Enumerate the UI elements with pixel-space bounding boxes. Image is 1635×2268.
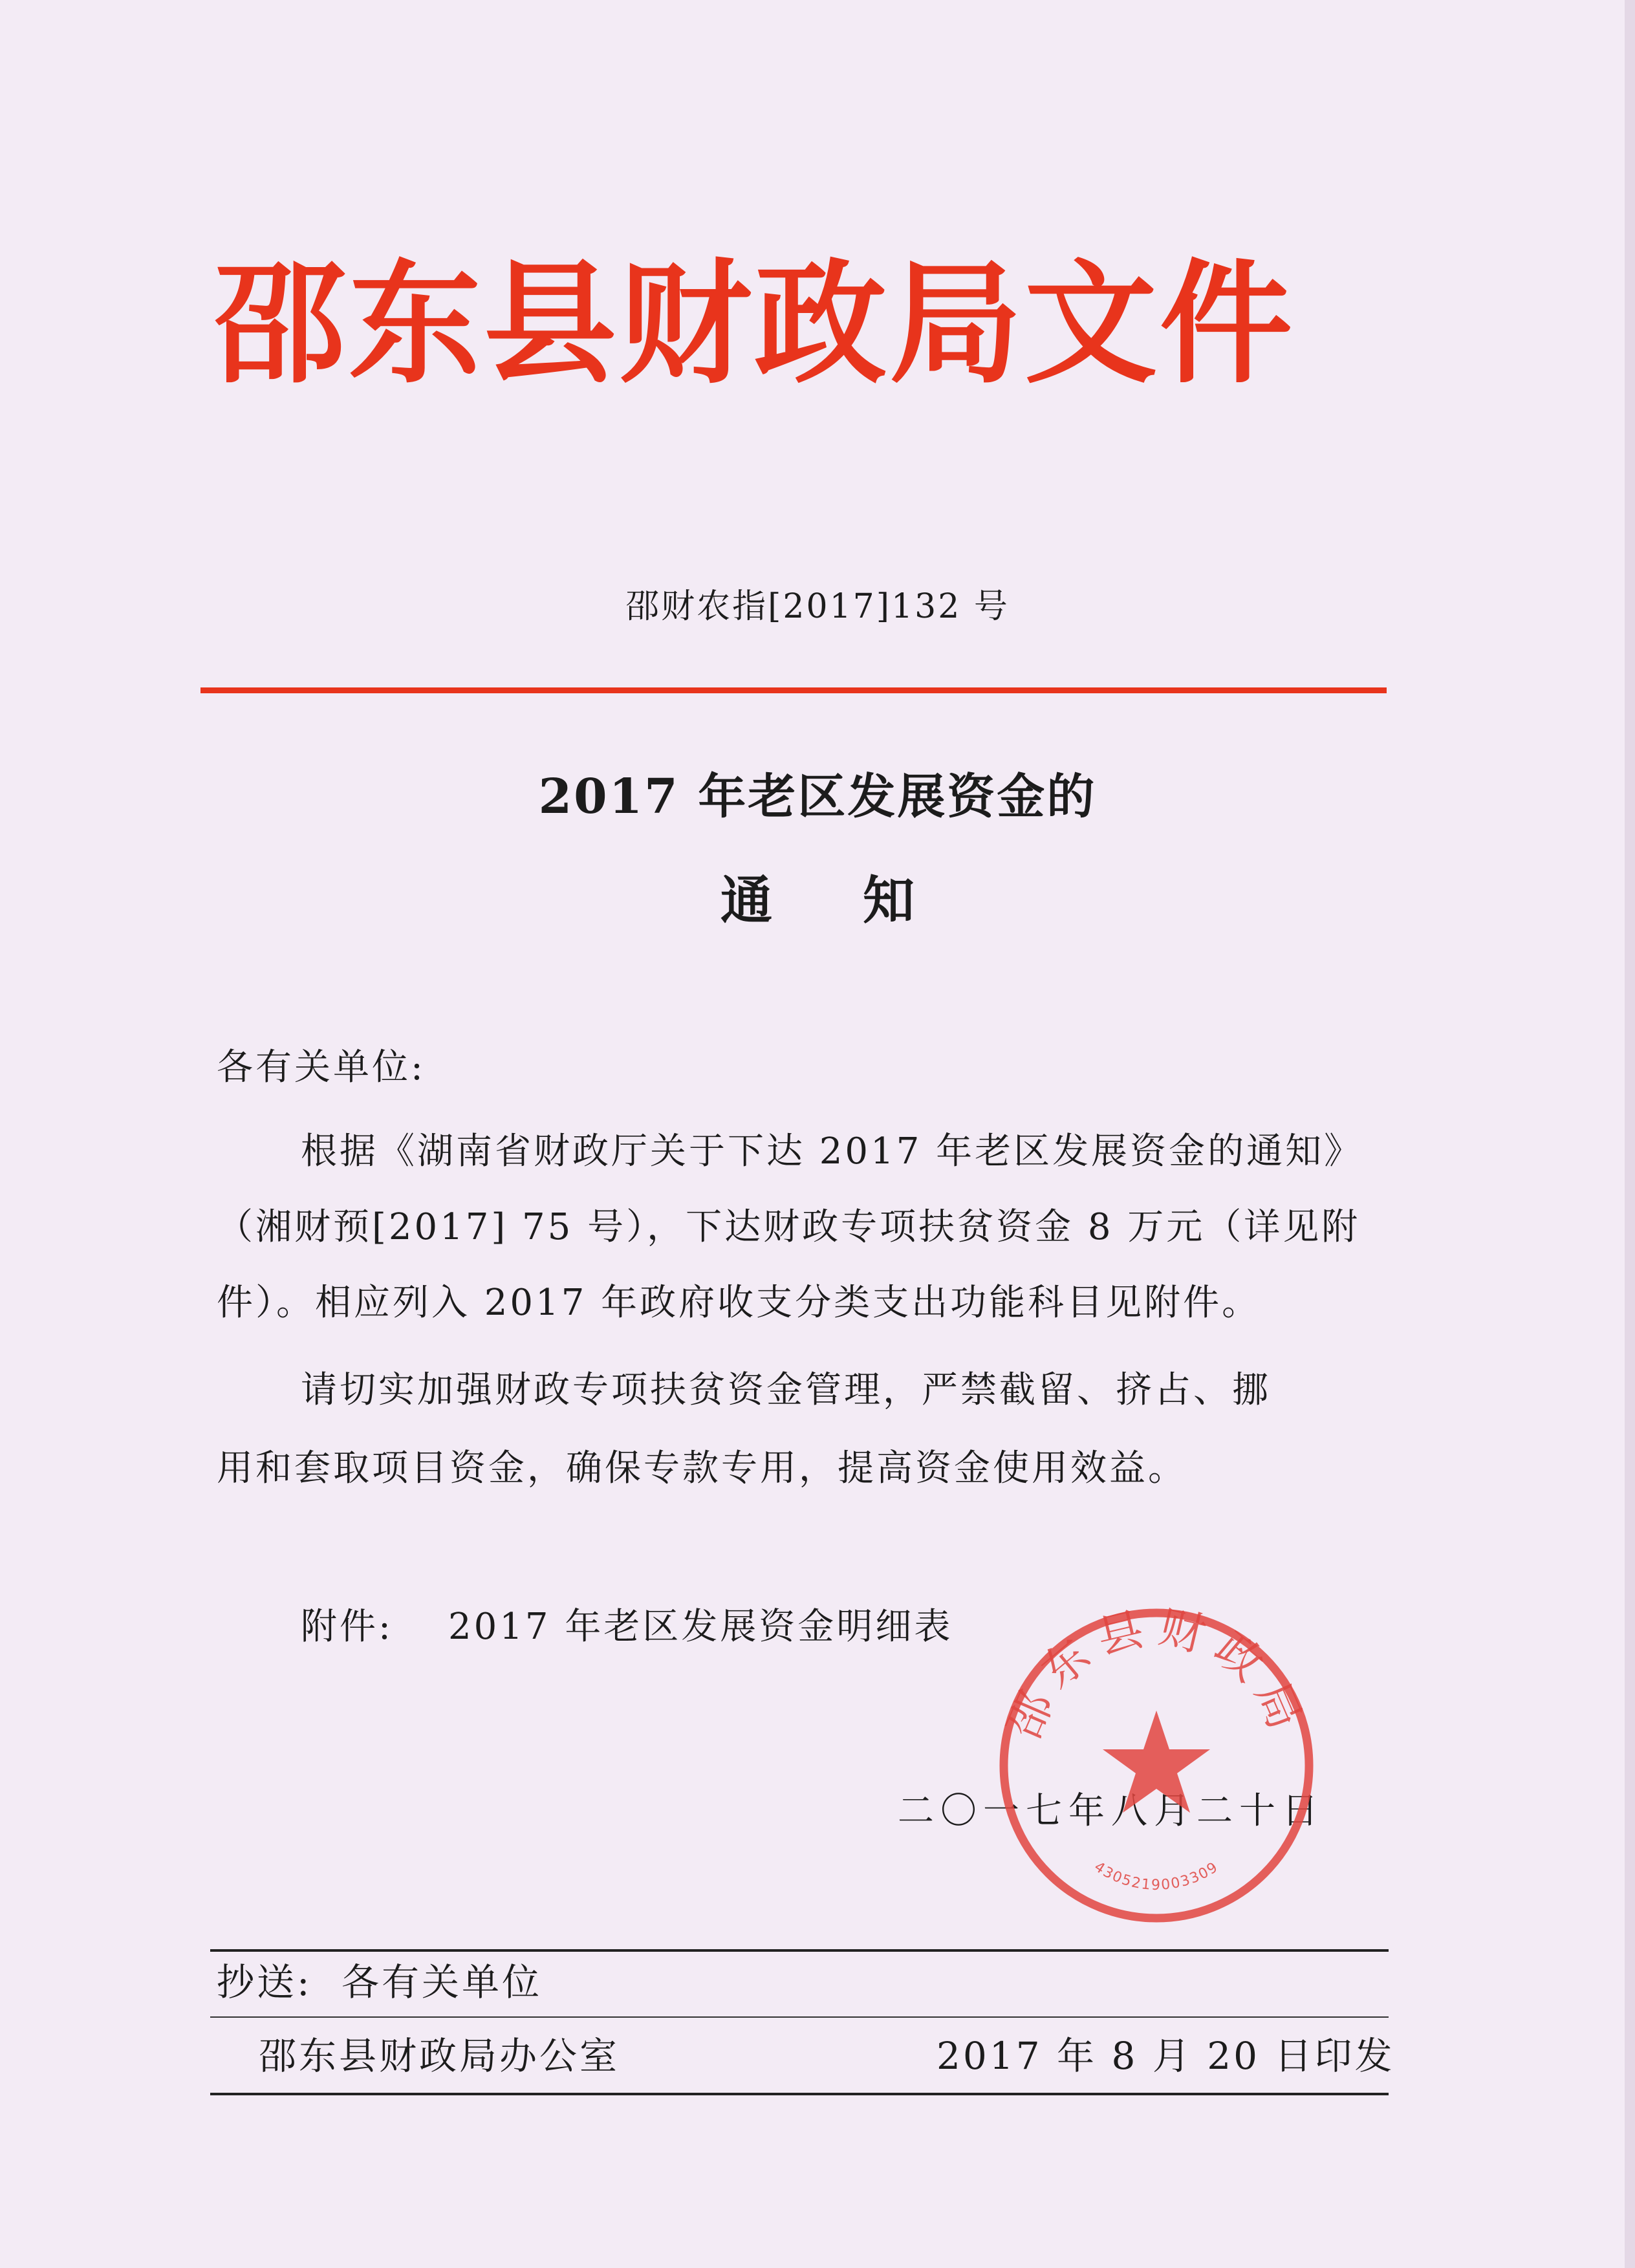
paragraph2-line2: 用和套取项目资金，确保专款专用，提高资金使用效益。: [217, 1447, 1187, 1489]
attachment-label: 附件:: [301, 1606, 393, 1648]
seal-code: 4305219003309: [1091, 1859, 1222, 1894]
document-number: 邵财农指[2017]132 号: [625, 587, 1010, 626]
paragraph1-line1: 根据《湖南省财政厅关于下达 2017 年老区发展资金的通知》: [301, 1130, 1363, 1172]
red-divider: [200, 687, 1387, 693]
attachment-name: 2017 年老区发展资金明细表: [448, 1606, 953, 1648]
paragraph1-line2: （湘财预[2017] 75 号），下达财政专项扶贫资金 8 万元（详见附: [217, 1206, 1361, 1248]
cc-label: 抄送:: [217, 1960, 312, 2004]
paragraph1-line3: 件）。相应列入 2017 年政府收支分类支出功能科目见附件。: [217, 1282, 1261, 1324]
signoff-date: 二〇一七年八月二十日: [898, 1790, 1325, 1832]
footer-bottom-rule: [210, 2093, 1389, 2095]
print-date: 2017 年 8 月 20 日印发: [937, 2034, 1395, 2078]
document-title-line2: 通知: [720, 870, 1005, 931]
scan-edge: [1625, 0, 1635, 2268]
paragraph2-line1: 请切实加强财政专项扶贫资金管理，严禁截留、挤占、挪: [301, 1369, 1271, 1411]
footer-top-rule: [210, 1949, 1389, 1952]
issuing-office: 邵东县财政局办公室: [259, 2034, 620, 2078]
official-seal: [988, 1597, 1325, 1934]
seal-text: 邵东县财政局: [997, 1600, 1316, 1747]
agency-title: 邵东县财政局文件: [213, 248, 1295, 402]
salutation: 各有关单位:: [217, 1046, 426, 1088]
svg-text:4305219003309: [1091, 1859, 1221, 1893]
cc-value: 各有关单位: [341, 1960, 543, 2004]
seal-star-icon: [1103, 1711, 1210, 1813]
document-title-line1: 2017 年老区发展资金的: [538, 769, 1097, 825]
footer-middle-rule: [210, 2016, 1389, 2018]
